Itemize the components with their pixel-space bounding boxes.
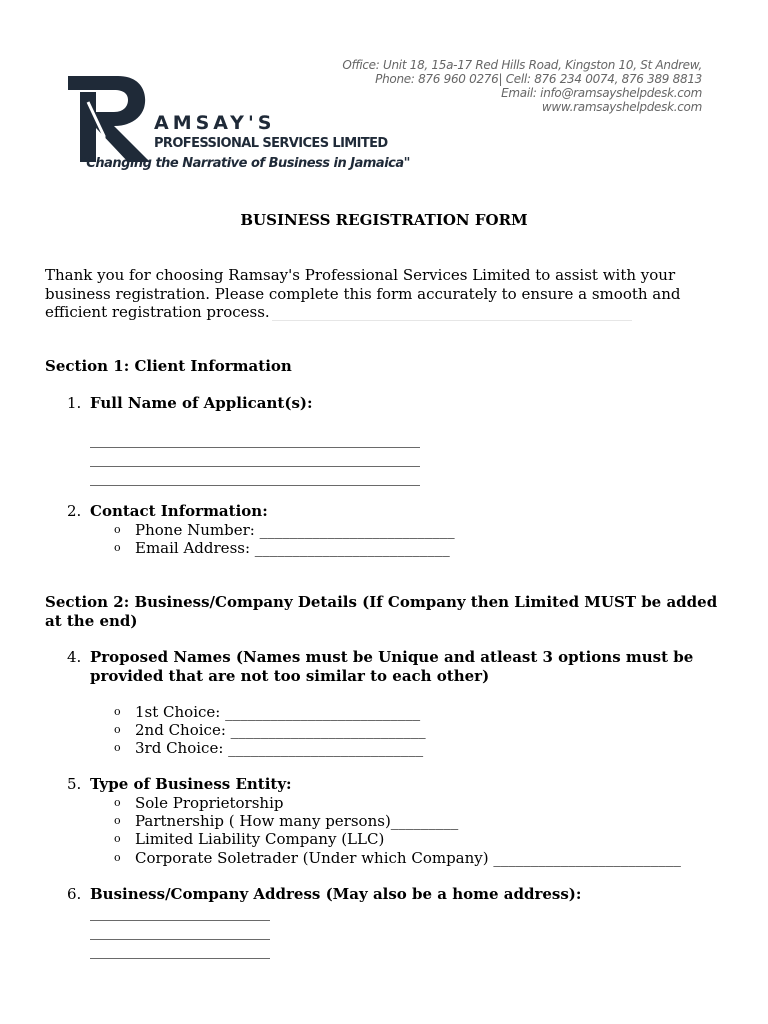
option-text: Sole Proprietorship xyxy=(135,794,284,812)
contact-block xyxy=(342,58,702,114)
brand-subtitle: PROFESSIONAL SERVICES LIMITED xyxy=(154,136,388,151)
contact-email: Email: info@ramsayshelpdesk.com xyxy=(501,86,702,100)
contact-website: www.ramsayshelpdesk.com xyxy=(541,100,702,114)
intro-divider xyxy=(272,320,632,321)
contact-phone: Phone: 876 960 0276| Cell: 876 234 0074, 876 389 8813 xyxy=(375,72,702,86)
intro-paragraph: Thank you for choosing Ramsay's Professional Services Limited to assist with your business registration. Please complete this form accurately to ensure a smooth and efficient registration process. xyxy=(45,266,681,321)
field-text: Phone Number: __________________________ xyxy=(135,521,455,539)
bullet-icon: o xyxy=(114,851,121,864)
brand-tagline: "Changing the Narrative of Business in Jamaica" xyxy=(80,156,410,171)
field-text: 3rd Choice: __________________________ xyxy=(135,739,424,757)
applicant-name-line-2[interactable]: ____________________________________________ xyxy=(90,449,420,467)
option-text: Corporate Soletrader (Under which Company) _________________________ xyxy=(135,849,681,867)
question-label: Proposed Names (Names must be Unique and atleast 3 options must be provided that are not too similar to each other) xyxy=(90,648,694,685)
business-address-line-2[interactable]: ________________________ xyxy=(90,922,270,940)
contact-office: Office: Unit 18, 15a-17 Red Hills Road, Kingston 10, St Andrew, xyxy=(342,58,702,72)
section-2-heading: Section 2: Business/Company Details (If Company then Limited MUST be added at the end) xyxy=(45,593,718,630)
bullet-icon: o xyxy=(114,741,121,754)
question-number: 2. xyxy=(67,502,82,520)
question-label: Contact Information: xyxy=(90,502,268,520)
business-address-line-1[interactable]: ________________________ xyxy=(90,903,270,921)
bullet-icon: o xyxy=(114,541,121,554)
question-number: 1. xyxy=(67,394,82,412)
applicant-name-line-1[interactable]: ____________________________________________ xyxy=(90,430,420,448)
field-text: Email Address: __________________________ xyxy=(135,539,450,557)
bullet-icon: o xyxy=(114,523,121,536)
option-text: Limited Liability Company (LLC) xyxy=(135,830,385,848)
question-number: 6. xyxy=(67,885,82,903)
section-1-heading: Section 1: Client Information xyxy=(45,357,292,375)
question-label: Full Name of Applicant(s): xyxy=(90,394,313,412)
bullet-icon: o xyxy=(114,814,121,827)
question-number: 5. xyxy=(67,775,82,793)
brand-name: AMSAY'S xyxy=(154,112,276,134)
form-title: BUSINESS REGISTRATION FORM xyxy=(240,211,528,229)
applicant-name-line-3[interactable]: ____________________________________________ xyxy=(90,468,420,486)
business-address-line-3[interactable]: ________________________ xyxy=(90,941,270,959)
question-label: Business/Company Address (May also be a home address): xyxy=(90,885,582,903)
bullet-icon: o xyxy=(114,832,121,845)
question-number: 4. xyxy=(67,648,82,666)
question-label: Type of Business Entity: xyxy=(90,775,292,793)
ramsay-r-logo-icon xyxy=(66,72,156,162)
bullet-icon: o xyxy=(114,705,121,718)
bullet-icon: o xyxy=(114,796,121,809)
option-text: Partnership ( How many persons)_________ xyxy=(135,812,459,830)
field-text: 1st Choice: __________________________ xyxy=(135,703,421,721)
bullet-icon: o xyxy=(114,723,121,736)
field-text: 2nd Choice: __________________________ xyxy=(135,721,426,739)
